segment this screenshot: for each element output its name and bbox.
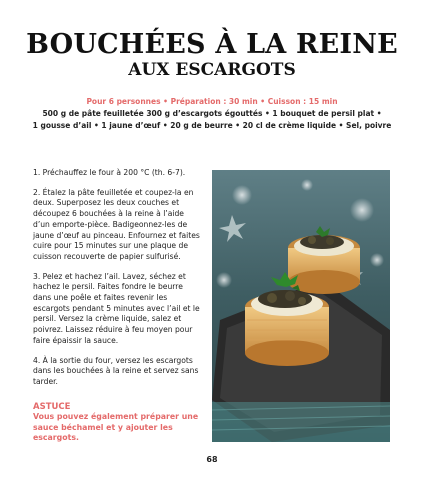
recipe-subtitle: AUX ESCARGOTS bbox=[128, 60, 296, 80]
step-3: 3. Pelez et hachez l’ail. Lavez, séchez et hachez le persil. Faites fondre le beurre dans une poêle et faites revenir les escargots pendant 5 minutes avec l’ail et le persil. Versez la crème liquide, salez et poivrez. Laissez réduire à feu moyen pour faire épaissir la sauce. bbox=[33, 271, 200, 345]
recipe-info: Pour 6 personnes • Préparation : 30 min • Cuisson : 15 min bbox=[86, 97, 338, 106]
photo-illustration bbox=[212, 170, 390, 442]
recipe-steps bbox=[33, 168, 201, 397]
step-1: 1. Préchauffez le four à 200 °C (th. 6-7). bbox=[33, 168, 186, 177]
step-2: 2. Étalez la pâte feuilletée et coupez-la en deux. Superposez les deux couches et découpez 6 bouchées à la reine à l’aide d’un emporte-pièce. Badigeonnez-les de jaune d’œuf au pinceau. Enfournez et faites cuire pour 15 minutes sur une plaque de cuisson recouverte de papier sulfurisé. bbox=[33, 187, 200, 261]
ingredients-line-1: 500 g de pâte feuilletée 300 g d’escargots égouttés • 1 bouquet de persil plat • bbox=[42, 109, 382, 118]
tip-label: ASTUCE bbox=[33, 402, 71, 412]
tip-box bbox=[33, 402, 208, 444]
recipe-meta bbox=[0, 96, 424, 132]
page-number: 68 bbox=[206, 455, 218, 464]
recipe-photo bbox=[212, 170, 390, 442]
tip-text: Vous pouvez également préparer une sauce béchamel et y ajouter les escargots. bbox=[33, 412, 199, 443]
step-4: 4. À la sortie du four, versez les escargots dans les bouchées à la reine et servez sans tarder. bbox=[33, 355, 199, 386]
recipe-title: BOUCHÉES À LA REINE bbox=[26, 29, 398, 60]
ingredients-line-2: 1 gousse d’ail • 1 jaune d’œuf • 20 g de beurre • 20 cl de crème liquide • Sel, poivre bbox=[32, 121, 392, 130]
